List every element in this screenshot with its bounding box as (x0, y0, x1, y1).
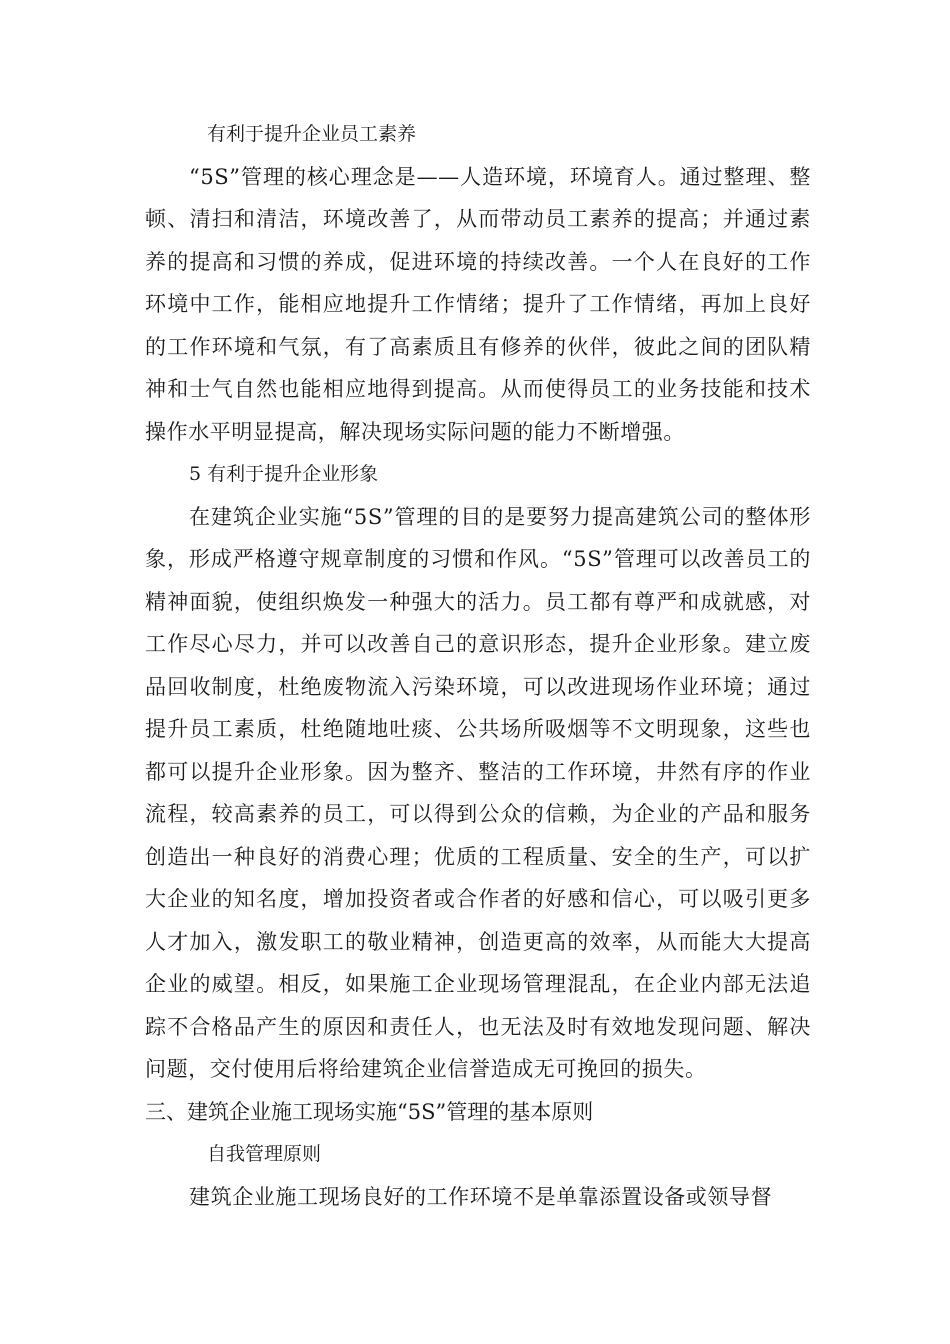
paragraph-corporate-image: 在建筑企业实施“5S”管理的目的是要努力提高建筑公司的整体形象，形成严格遵守规章制度的习惯和作风。“5S”管理可以改善员工的精神面貌，使组织焕发一种强大的活力。员工都有尊严和成就感，对工作尽心尽力，并可以改善自己的意识形态，提升企业形象。建立废品回收制度，杜绝废物流入污染环境，可以改进现场作业环境；通过提升员工素质，杜绝随地吐痰、公共场所吸烟等不文明现象，这些也都可以提升企业形象。因为整齐、整洁的工作环境，井然有序的作业流程，较高素养的员工，可以得到公众的信赖，为企业的产品和服务创造出一种良好的消费心理；优质的工程质量、安全的生产，可以扩大企业的知名度，增加投资者或合作者的好感和信心，可以吸引更多人才加入，激发职工的敬业精神，创造更高的效率，从而能大大提高企业的威望。相反，如果施工企业现场管理混乱，在企业内部无法追踪不合格品产生的原因和责任人，也无法及时有效地发现问题、解决问题，交付使用后将给建筑企业信誉造成无可挽回的损失。 (145, 504, 811, 1081)
subsection-heading-corporate-image: 5 有利于提升企业形象 (189, 463, 379, 485)
paragraph-self-management: 建筑企业施工现场良好的工作环境不是单靠添置设备或领导督 (189, 1184, 773, 1209)
section-heading-basic-principles: 三、建筑企业施工现场实施“5S”管理的基本原则 (145, 1099, 594, 1124)
document-page (145, 113, 811, 1218)
subsection-heading-staff-quality: 有利于提升企业员工素养 (207, 123, 417, 145)
paragraph-staff-quality: “5S”管理的核心理念是——人造环境，环境育人。通过整理、整顿、清扫和清洁，环境改善了，从而带动员工素养的提高；并通过素养的提高和习惯的养成，促进环境的持续改善。一个人在良好的工作环境中工作，能相应地提升工作情绪；提升了工作情绪，再加上良好的工作环境和气氛，有了高素质且有修养的伙伴，彼此之间的团队精神和士气自然也能相应地得到提高。从而使得员工的业务技能和技术操作水平明显提高，解决现场实际问题的能力不断增强。 (145, 164, 811, 444)
subsection-heading-self-management: 自我管理原则 (207, 1143, 322, 1165)
